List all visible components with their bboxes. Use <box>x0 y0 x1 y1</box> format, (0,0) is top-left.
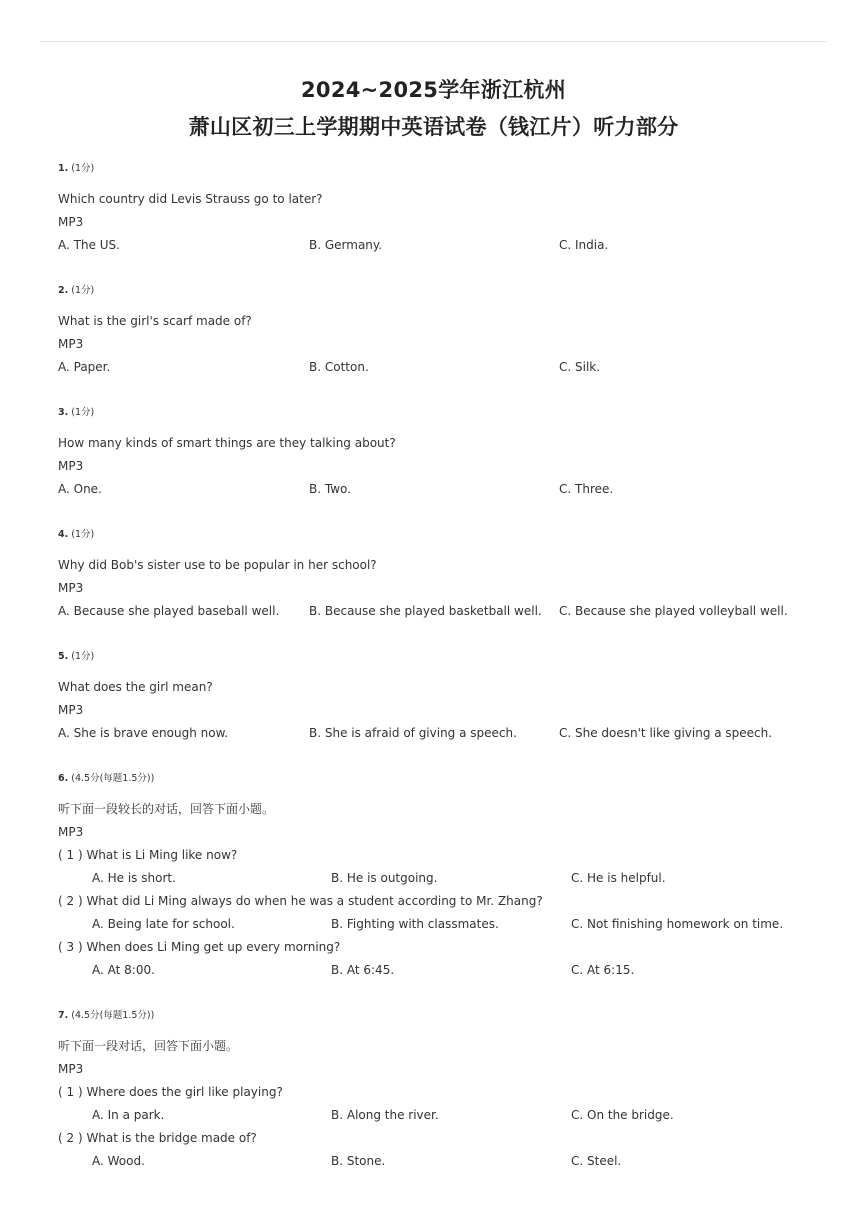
question-score: (4.5分(每题1.5分)) <box>71 773 155 784</box>
option-a[interactable]: A. At 8:00. <box>92 963 155 977</box>
question-header <box>58 160 818 174</box>
option-a[interactable]: A. She is brave enough now. <box>58 726 229 740</box>
question-text: What does the girl mean? <box>58 680 213 694</box>
option-b[interactable]: B. Germany. <box>309 238 383 252</box>
option-a[interactable]: A. In a park. <box>92 1108 165 1122</box>
question-number: 2. <box>58 285 69 296</box>
option-b[interactable]: B. He is outgoing. <box>331 871 438 885</box>
question-intro: 听下面一段较长的对话，回答下面小题。 <box>58 802 275 816</box>
question-2 <box>58 282 818 379</box>
options <box>58 234 818 257</box>
question-header <box>58 1007 818 1021</box>
options <box>58 722 818 745</box>
option-c[interactable]: C. Steel. <box>571 1154 622 1168</box>
question-score: (4.5分(每题1.5分)) <box>71 1010 155 1021</box>
question-text: Why did Bob's sister use to be popular in her school? <box>58 558 377 572</box>
question-text: Which country did Levis Strauss go to later? <box>58 192 323 206</box>
audio-label[interactable]: MP3 <box>58 215 84 229</box>
sub-question: ( 1 ) What is Li Ming like now? <box>58 848 238 862</box>
question-score: (1分) <box>71 407 95 418</box>
option-b[interactable]: B. Because she played basketball well. <box>309 604 542 618</box>
options <box>58 1104 818 1127</box>
question-score: (1分) <box>71 163 95 174</box>
option-b[interactable]: B. At 6:45. <box>331 963 395 977</box>
option-a[interactable]: A. Wood. <box>92 1154 145 1168</box>
page-title: 2024~2025学年浙江杭州 <box>301 78 566 102</box>
audio-label[interactable]: MP3 <box>58 581 84 595</box>
sub-question: ( 2 ) What is the bridge made of? <box>58 1131 257 1145</box>
question-number: 7. <box>58 1010 69 1021</box>
option-c[interactable]: C. Not finishing homework on time. <box>571 917 784 931</box>
question-score: (1分) <box>71 529 95 540</box>
sub-question: ( 2 ) What did Li Ming always do when he was a student according to Mr. Zhang? <box>58 894 543 908</box>
option-b[interactable]: B. She is afraid of giving a speech. <box>309 726 517 740</box>
question-header <box>58 770 818 784</box>
question-7 <box>58 1007 818 1173</box>
top-divider <box>40 41 827 42</box>
options <box>58 600 818 623</box>
option-c[interactable]: C. Three. <box>559 482 614 496</box>
audio-label[interactable]: MP3 <box>58 459 84 473</box>
option-b[interactable]: B. Two. <box>309 482 351 496</box>
option-c[interactable]: C. India. <box>559 238 609 252</box>
option-c[interactable]: C. Silk. <box>559 360 601 374</box>
question-1 <box>58 160 818 257</box>
option-a[interactable]: A. One. <box>58 482 102 496</box>
options <box>58 478 818 501</box>
page-subtitle: 萧山区初三上学期期中英语试卷（钱江片）听力部分 <box>188 115 679 139</box>
question-score: (1分) <box>71 285 95 296</box>
option-c[interactable]: C. Because she played volleyball well. <box>559 604 788 618</box>
option-b[interactable]: B. Along the river. <box>331 1108 439 1122</box>
options <box>58 913 818 936</box>
question-text: How many kinds of smart things are they talking about? <box>58 436 396 450</box>
question-header <box>58 282 818 296</box>
question-number: 1. <box>58 163 69 174</box>
options <box>58 867 818 890</box>
option-a[interactable]: A. He is short. <box>92 871 176 885</box>
option-c[interactable]: C. He is helpful. <box>571 871 666 885</box>
question-number: 3. <box>58 407 69 418</box>
option-a[interactable]: A. Because she played baseball well. <box>58 604 280 618</box>
option-b[interactable]: B. Stone. <box>331 1154 386 1168</box>
audio-label[interactable]: MP3 <box>58 703 84 717</box>
question-number: 5. <box>58 651 69 662</box>
question-3 <box>58 404 818 501</box>
option-a[interactable]: A. Paper. <box>58 360 111 374</box>
options <box>58 959 818 982</box>
audio-label[interactable]: MP3 <box>58 825 84 839</box>
question-header <box>58 404 818 418</box>
audio-label[interactable]: MP3 <box>58 337 84 351</box>
option-b[interactable]: B. Fighting with classmates. <box>331 917 499 931</box>
option-a[interactable]: A. Being late for school. <box>92 917 235 931</box>
question-5 <box>58 648 818 745</box>
question-score: (1分) <box>71 651 95 662</box>
option-b[interactable]: B. Cotton. <box>309 360 369 374</box>
question-number: 6. <box>58 773 69 784</box>
question-header <box>58 526 818 540</box>
options <box>58 1150 818 1173</box>
audio-label[interactable]: MP3 <box>58 1062 84 1076</box>
question-6 <box>58 770 818 982</box>
question-text: What is the girl's scarf made of? <box>58 314 252 328</box>
sub-question: ( 3 ) When does Li Ming get up every morning? <box>58 940 341 954</box>
option-c[interactable]: C. On the bridge. <box>571 1108 674 1122</box>
question-number: 4. <box>58 529 69 540</box>
options <box>58 356 818 379</box>
option-c[interactable]: C. She doesn't like giving a speech. <box>559 726 773 740</box>
question-intro: 听下面一段对话，回答下面小题。 <box>58 1039 239 1053</box>
question-4 <box>58 526 818 623</box>
sub-question: ( 1 ) Where does the girl like playing? <box>58 1085 283 1099</box>
question-header <box>58 648 818 662</box>
option-c[interactable]: C. At 6:15. <box>571 963 635 977</box>
option-a[interactable]: A. The US. <box>58 238 120 252</box>
